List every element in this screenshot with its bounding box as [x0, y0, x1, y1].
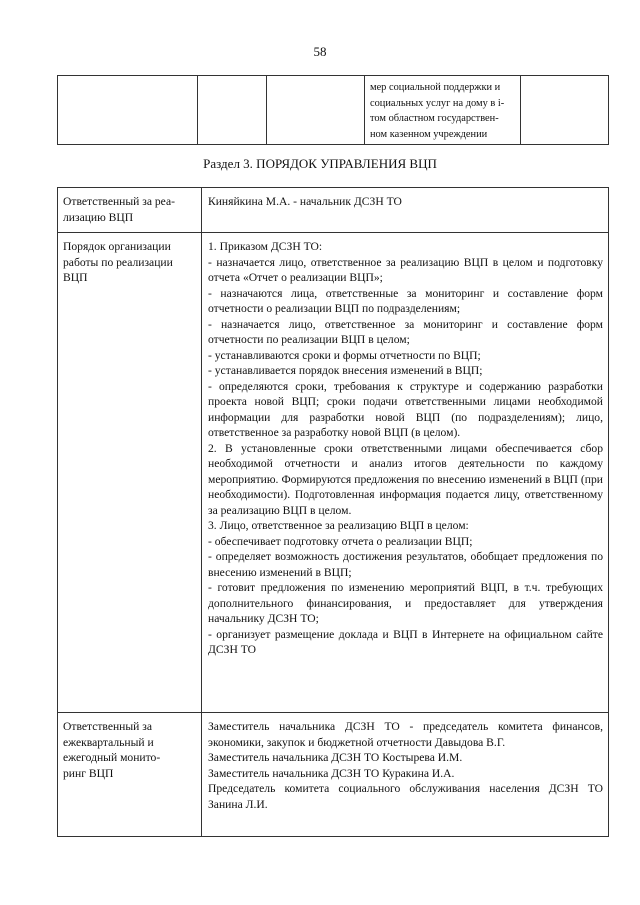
content-line: Киняйкина М.А. - начальник ДСЗН ТО [208, 195, 402, 208]
page-number: 58 [313, 44, 327, 59]
table-cell [58, 76, 198, 145]
table-cell [521, 76, 609, 145]
table-row [58, 233, 609, 713]
content-line: - назначается лицо, ответственное за мониторинг и составление форм отчетности по реализации ВЦП в целом; [208, 317, 603, 346]
text-line: социальных услуг на дому в і- [370, 97, 505, 109]
table-row [58, 188, 609, 233]
table-row [58, 713, 609, 837]
content-line: 2. В установленные сроки ответственными лицами обеспечивается сбор необходимой отчетности и анализ итогов деятельности по каждому мероприятию. Формируются предложения по внесению изменений в ВЦП (при необходимости). Подготовленная информация подается лицу, ответственному за реализацию ВЦП в целом. [208, 441, 603, 517]
content-line: - устанавливаются сроки и формы отчетности по ВЦП; [208, 348, 481, 362]
content-line: - обеспечивает подготовку отчета о реализации ВЦП; [208, 534, 473, 548]
row-content [202, 188, 609, 233]
table-row [58, 76, 609, 145]
continuation-table [57, 75, 609, 145]
management-table [57, 187, 609, 837]
content-line: Заместитель начальника ДСЗН ТО Костырева И.М. [208, 751, 463, 764]
label-line: Ответственный за реа- [63, 195, 175, 208]
text-line: мер социальной поддержки и [370, 82, 501, 93]
table-cell [365, 76, 521, 145]
content-line: - устанавливается порядок внесения изменений в ВЦП; [208, 364, 483, 377]
section-title: Раздел 3. ПОРЯДОК УПРАВЛЕНИЯ ВЦП [203, 156, 437, 171]
text-line: том областном государствен- [370, 113, 499, 124]
row-content [202, 713, 609, 837]
content-line: - определяются сроки, требования к структуре и содержанию разработки проекта новой ВЦП; сроки подачи ответственными лицами необходимой информации для разработки новой ВЦП (по подразделениям); лицо, ответственное за разработку новой ВЦП (в целом). [208, 379, 603, 439]
row-label [58, 233, 202, 713]
table-cell [267, 76, 365, 145]
table-cell [198, 76, 267, 145]
content-line: 3. Лицо, ответственное за реализацию ВЦП в целом: [208, 519, 469, 532]
content-line: - готовит предложения по изменению мероприятий ВЦП, в т.ч. требующих дополнительного финансирования, и предоставляет для утверждения начальнику ДСЗН ТО; [208, 581, 603, 625]
label-line: ринг ВЦП [63, 766, 114, 780]
label-line: ВЦП [63, 271, 88, 284]
text-line: ном казенном учреждении [370, 128, 488, 140]
content-line: - назначается лицо, ответственное за реализацию ВЦП в целом и подготовку отчета «Отчет о реализации ВЦП»; [208, 255, 603, 284]
row-label [58, 713, 202, 837]
label-line: ежегодный монито- [63, 751, 161, 764]
content-line: Председатель комитета социального обслуживания населения ДСЗН ТО Занина Л.И. [208, 782, 603, 811]
row-label [58, 188, 202, 233]
content-line: - определяет возможность достижения результатов, обобщает предложения по внесению изменений в ВЦП; [208, 550, 603, 579]
content-line: Заместитель начальника ДСЗН ТО - председатель комитета финансов, экономики, закупок и бюджетной отчетности Давыдова В.Г. [208, 720, 603, 749]
label-line: ежеквартальный и [63, 735, 154, 749]
content-line: 1. Приказом ДСЗН ТО: [208, 240, 323, 253]
label-line: Порядок организации [63, 240, 171, 253]
label-line: лизацию ВЦП [63, 210, 134, 224]
content-line: - организует размещение доклада и ВЦП в Интернете на официальном сайте ДСЗН ТО [208, 627, 603, 656]
label-line: работы по реализации [63, 255, 173, 269]
row-content [202, 233, 609, 713]
label-line: Ответственный за [63, 720, 152, 733]
table-cell-text [365, 76, 520, 144]
content-line: - назначаются лица, ответственные за мониторинг и составление форм отчетности о реализации ВЦП по подразделениям; [208, 286, 603, 315]
content-line: Заместитель начальника ДСЗН ТО Куракина И.А. [208, 766, 455, 780]
